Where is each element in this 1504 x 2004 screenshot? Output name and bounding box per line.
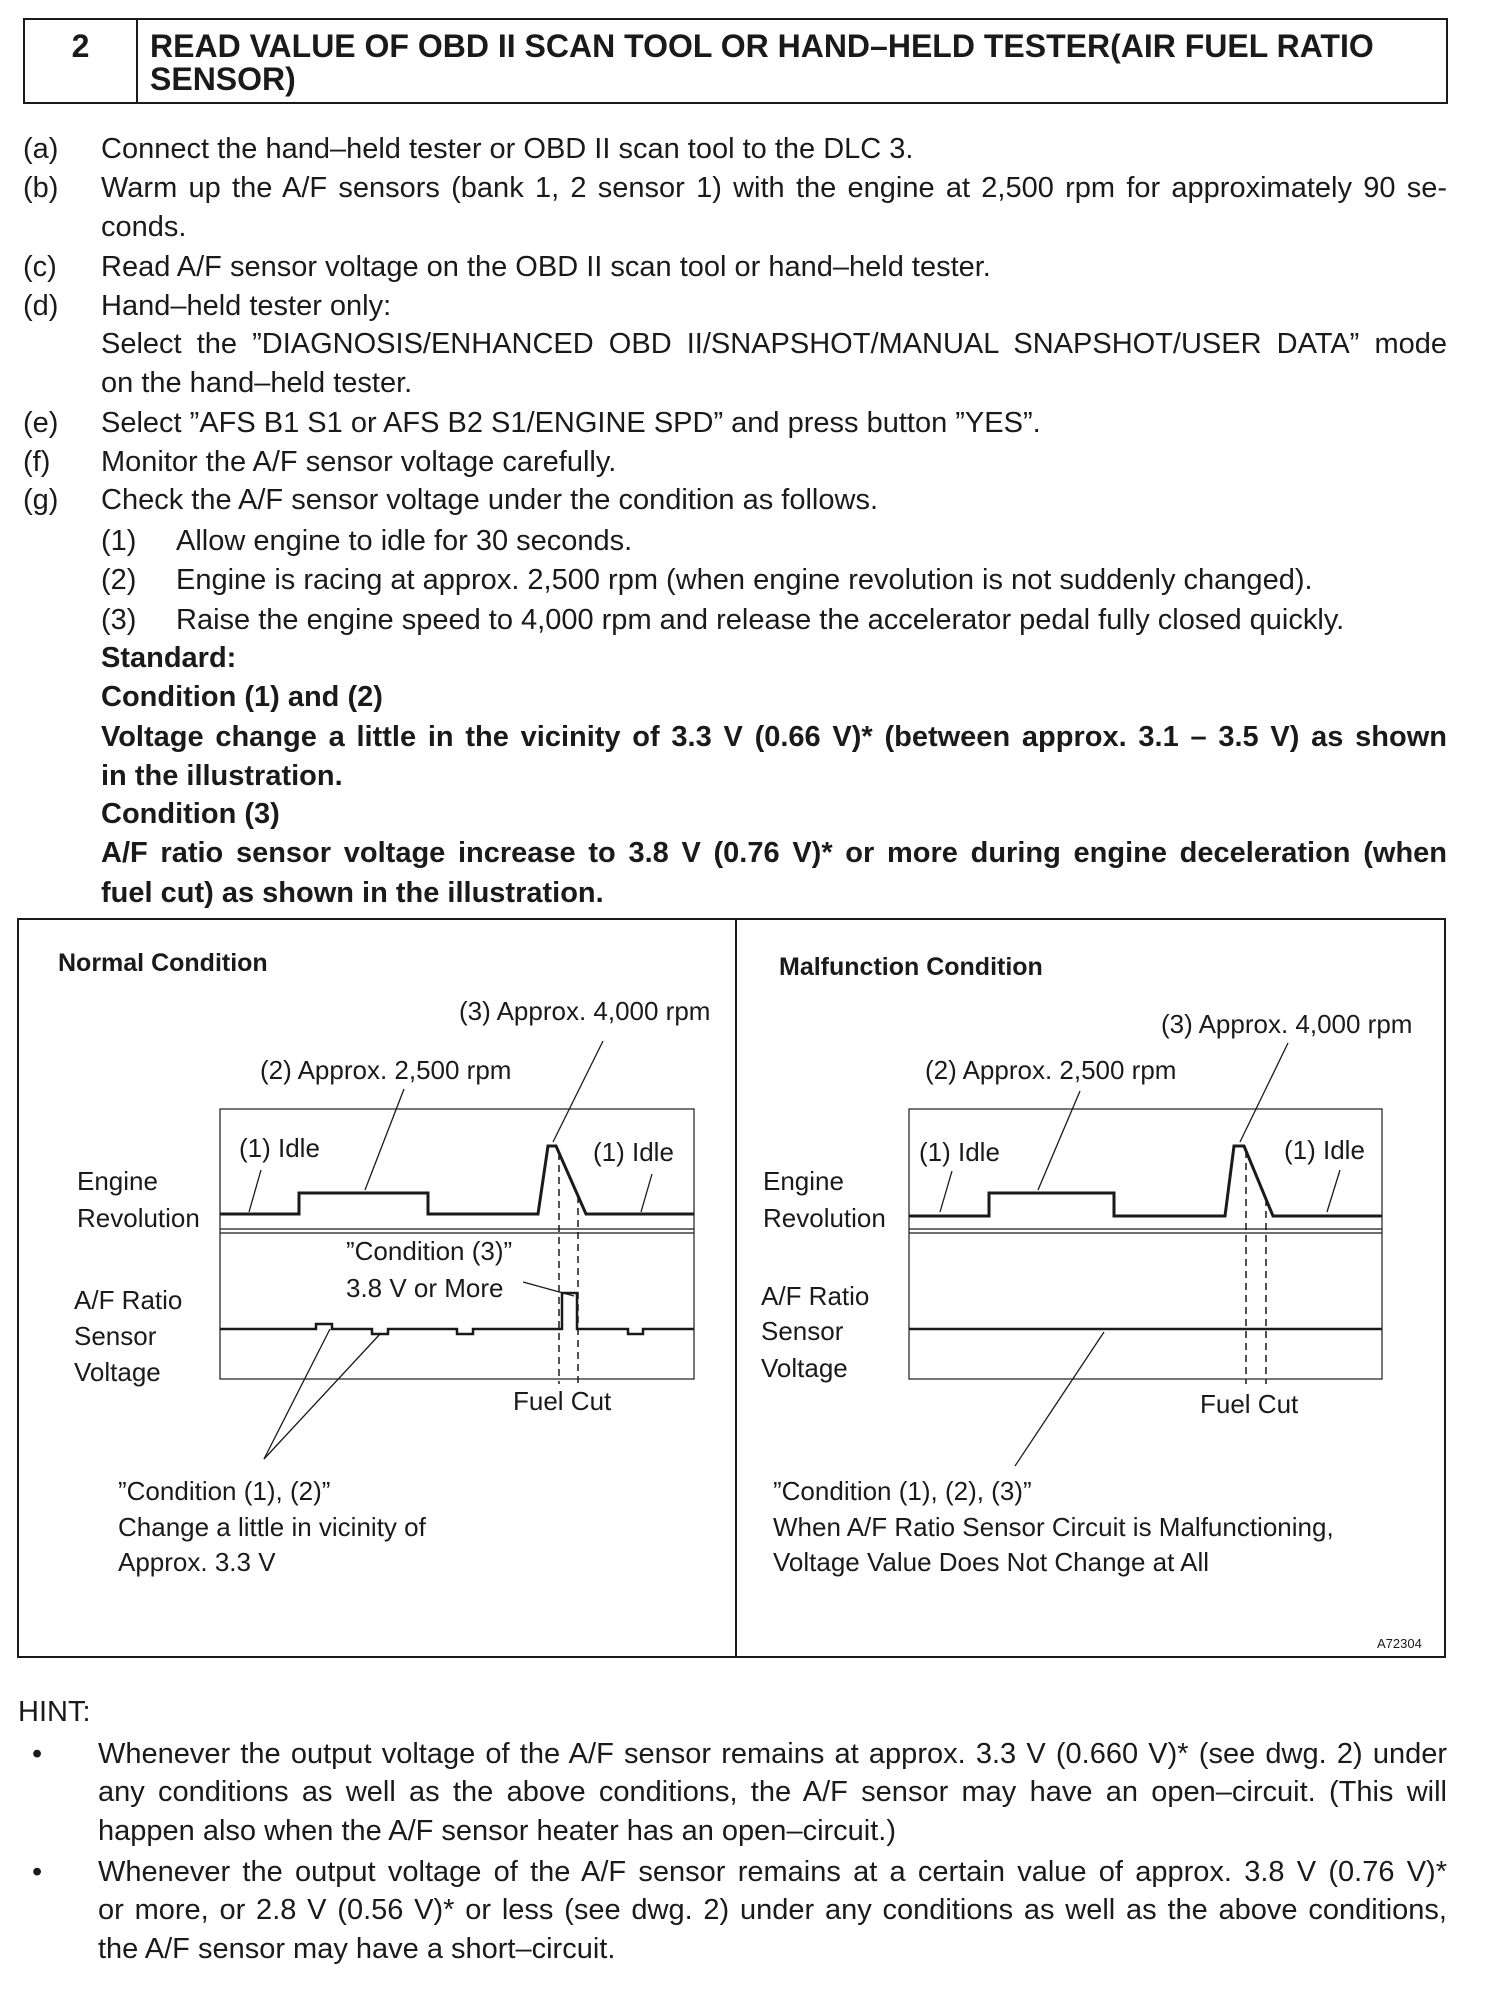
normal-engine-label-line-2: Revolution — [77, 1203, 200, 1233]
condition-diagram — [0, 900, 1504, 1680]
malfunction-rpm-4000-label: (3) Approx. 4,000 rpm — [1161, 1009, 1413, 1039]
step-d-text-line-1: Hand–held tester only: — [101, 290, 392, 322]
hint-item-1-line-3: happen also when the A/F sensor heater has an open–circuit.) — [98, 1815, 897, 1847]
malfunction-rpm-4000-leader — [1240, 1043, 1288, 1142]
hint-item-2-line-2: or more, or 2.8 V (0.56 V)* or less (see dwg. 2) under any conditions as well as the above conditions, — [98, 1894, 1447, 1926]
normal-engine-label-line-1: Engine — [77, 1166, 158, 1196]
normal-sensor-label-line-3: Voltage — [74, 1357, 161, 1387]
normal-condition3-label-line-1: ”Condition (3)” — [346, 1236, 513, 1266]
normal-rpm-2500-leader — [365, 1089, 404, 1190]
step-c-marker: (c) — [23, 251, 57, 283]
step-f-text: Monitor the A/F sensor voltage carefully. — [101, 446, 617, 478]
figure-id: A72304 — [1377, 1636, 1422, 1651]
hint-item-1-line-2: any conditions as well as the above conditions, the A/F sensor may have an open–circuit. (This will — [98, 1776, 1447, 1808]
step-d-marker: (d) — [23, 290, 59, 322]
normal-rpm-4000-leader — [553, 1041, 603, 1142]
hint-item-1-line-1: Whenever the output voltage of the A/F sensor remains at approx. 3.3 V (0.660 V)* (see dwg. 2) under — [98, 1738, 1447, 1770]
malfunction-engine-label-line-2: Revolution — [763, 1203, 886, 1233]
step-f-marker: (f) — [23, 446, 51, 478]
section-number-cell — [25, 20, 138, 102]
section-title-line-2: SENSOR) — [150, 61, 296, 97]
normal-sensor-label-line-1: A/F Ratio — [74, 1285, 183, 1315]
normal-sensor-label-line-2: Sensor — [74, 1321, 157, 1351]
malfunction-rpm-2500-leader — [1038, 1091, 1080, 1190]
standard-condition-3-line-1: A/F ratio sensor voltage increase to 3.8 V (0.76 V)* or more during engine deceleration (when — [101, 837, 1447, 869]
malfunction-idle-right-label: (1) Idle — [1284, 1135, 1365, 1165]
normal-condition-title: Normal Condition — [58, 949, 268, 977]
standard-condition-12-line-1: Voltage change a little in the vicinity of 3.3 V (0.66 V)* (between approx. 3.1 – 3.5 V) as shown — [101, 721, 1447, 753]
step-b-text-line-2: conds. — [101, 211, 187, 243]
malfunction-fuel-cut-label: Fuel Cut — [1200, 1389, 1299, 1419]
malfunction-note-line-2: When A/F Ratio Sensor Circuit is Malfunctioning, — [773, 1512, 1334, 1542]
step-c-text: Read A/F sensor voltage on the OBD II scan tool or hand–held tester. — [101, 251, 991, 283]
substep-2-text: Engine is racing at approx. 2,500 rpm (when engine revolution is not suddenly changed). — [176, 564, 1313, 596]
malfunction-note-leader — [1015, 1332, 1104, 1466]
hint-label: HINT: — [18, 1696, 91, 1728]
normal-fuel-cut-label: Fuel Cut — [513, 1386, 612, 1416]
substep-3-text: Raise the engine speed to 4,000 rpm and release the accelerator pedal fully closed quickly. — [176, 604, 1345, 636]
step-d-text-line-3: on the hand–held tester. — [101, 367, 413, 399]
substep-1-marker: (1) — [101, 525, 137, 557]
step-b-text-line-1: Warm up the A/F sensors (bank 1, 2 sensor 1) with the engine at 2,500 rpm for approximately 90 se- — [101, 172, 1447, 204]
step-g-marker: (g) — [23, 484, 59, 516]
malfunction-condition-panel — [761, 953, 1412, 1577]
malfunction-note-line-3: Voltage Value Does Not Change at All — [773, 1547, 1210, 1577]
malfunction-condition-title: Malfunction Condition — [779, 953, 1043, 981]
malfunction-sensor-label-line-3: Voltage — [761, 1353, 848, 1383]
step-e-text: Select ”AFS B1 S1 or AFS B2 S1/ENGINE SPD” and press button ”YES”. — [101, 407, 1041, 439]
substep-1-text: Allow engine to idle for 30 seconds. — [176, 525, 633, 557]
normal-condition3-leader — [523, 1282, 574, 1296]
step-b-marker: (b) — [23, 172, 59, 204]
section-title-line-1: READ VALUE OF OBD II SCAN TOOL OR HAND–HELD TESTER(AIR FUEL RATIO — [150, 28, 1374, 64]
malfunction-sensor-label-line-1: A/F Ratio — [761, 1281, 870, 1311]
substep-2-marker: (2) — [101, 564, 137, 596]
standard-condition-12-line-2: in the illustration. — [101, 760, 343, 792]
section-number: 2 — [71, 28, 90, 64]
standard-label: Standard: — [101, 642, 237, 674]
normal-note-line-1: ”Condition (1), (2)” — [118, 1476, 331, 1506]
malfunction-idle-left-leader — [940, 1171, 952, 1212]
malfunction-idle-right-leader — [1327, 1170, 1340, 1212]
malfunction-engine-label-line-1: Engine — [763, 1166, 844, 1196]
normal-note-line-2: Change a little in vicinity of — [118, 1512, 426, 1542]
substep-3-marker: (3) — [101, 604, 137, 636]
step-a-text: Connect the hand–held tester or OBD II scan tool to the DLC 3. — [101, 133, 914, 165]
normal-note-leader-a — [264, 1329, 330, 1459]
normal-idle-left-label: (1) Idle — [239, 1133, 320, 1163]
normal-note-line-3: Approx. 3.3 V — [118, 1547, 276, 1577]
malfunction-idle-left-label: (1) Idle — [919, 1137, 1000, 1167]
step-d-text-line-2: Select the ”DIAGNOSIS/ENHANCED OBD II/SNAPSHOT/MANUAL SNAPSHOT/USER DATA” mode — [101, 328, 1447, 360]
standard-condition-3-label: Condition (3) — [101, 798, 280, 830]
hint-bullet-1: • — [32, 1738, 43, 1770]
malfunction-note-line-1: ”Condition (1), (2), (3)” — [773, 1476, 1032, 1506]
normal-condition-panel — [58, 949, 710, 1577]
normal-idle-right-label: (1) Idle — [593, 1137, 674, 1167]
hint-item-2-line-1: Whenever the output voltage of the A/F sensor remains at a certain value of approx. 3.8 V (0.76 V)* — [98, 1856, 1447, 1888]
section-header — [23, 18, 1448, 104]
normal-rpm-4000-label: (3) Approx. 4,000 rpm — [459, 996, 711, 1026]
standard-condition-3-line-2: fuel cut) as shown in the illustration. — [101, 877, 604, 909]
normal-condition3-label-line-2: 3.8 V or More — [346, 1273, 504, 1303]
standard-condition-12-label: Condition (1) and (2) — [101, 681, 383, 713]
step-a-marker: (a) — [23, 133, 59, 165]
step-g-text: Check the A/F sensor voltage under the condition as follows. — [101, 484, 878, 516]
hint-bullet-2: • — [32, 1856, 43, 1888]
normal-idle-right-leader — [641, 1174, 652, 1212]
normal-rpm-2500-label: (2) Approx. 2,500 rpm — [260, 1055, 512, 1085]
step-e-marker: (e) — [23, 407, 59, 439]
malfunction-sensor-label-line-2: Sensor — [761, 1316, 844, 1346]
normal-idle-left-leader — [249, 1170, 261, 1212]
normal-note-leader-b — [264, 1333, 381, 1459]
hint-item-2-line-3: the A/F sensor may have a short–circuit. — [98, 1933, 616, 1965]
malfunction-rpm-2500-label: (2) Approx. 2,500 rpm — [925, 1055, 1177, 1085]
